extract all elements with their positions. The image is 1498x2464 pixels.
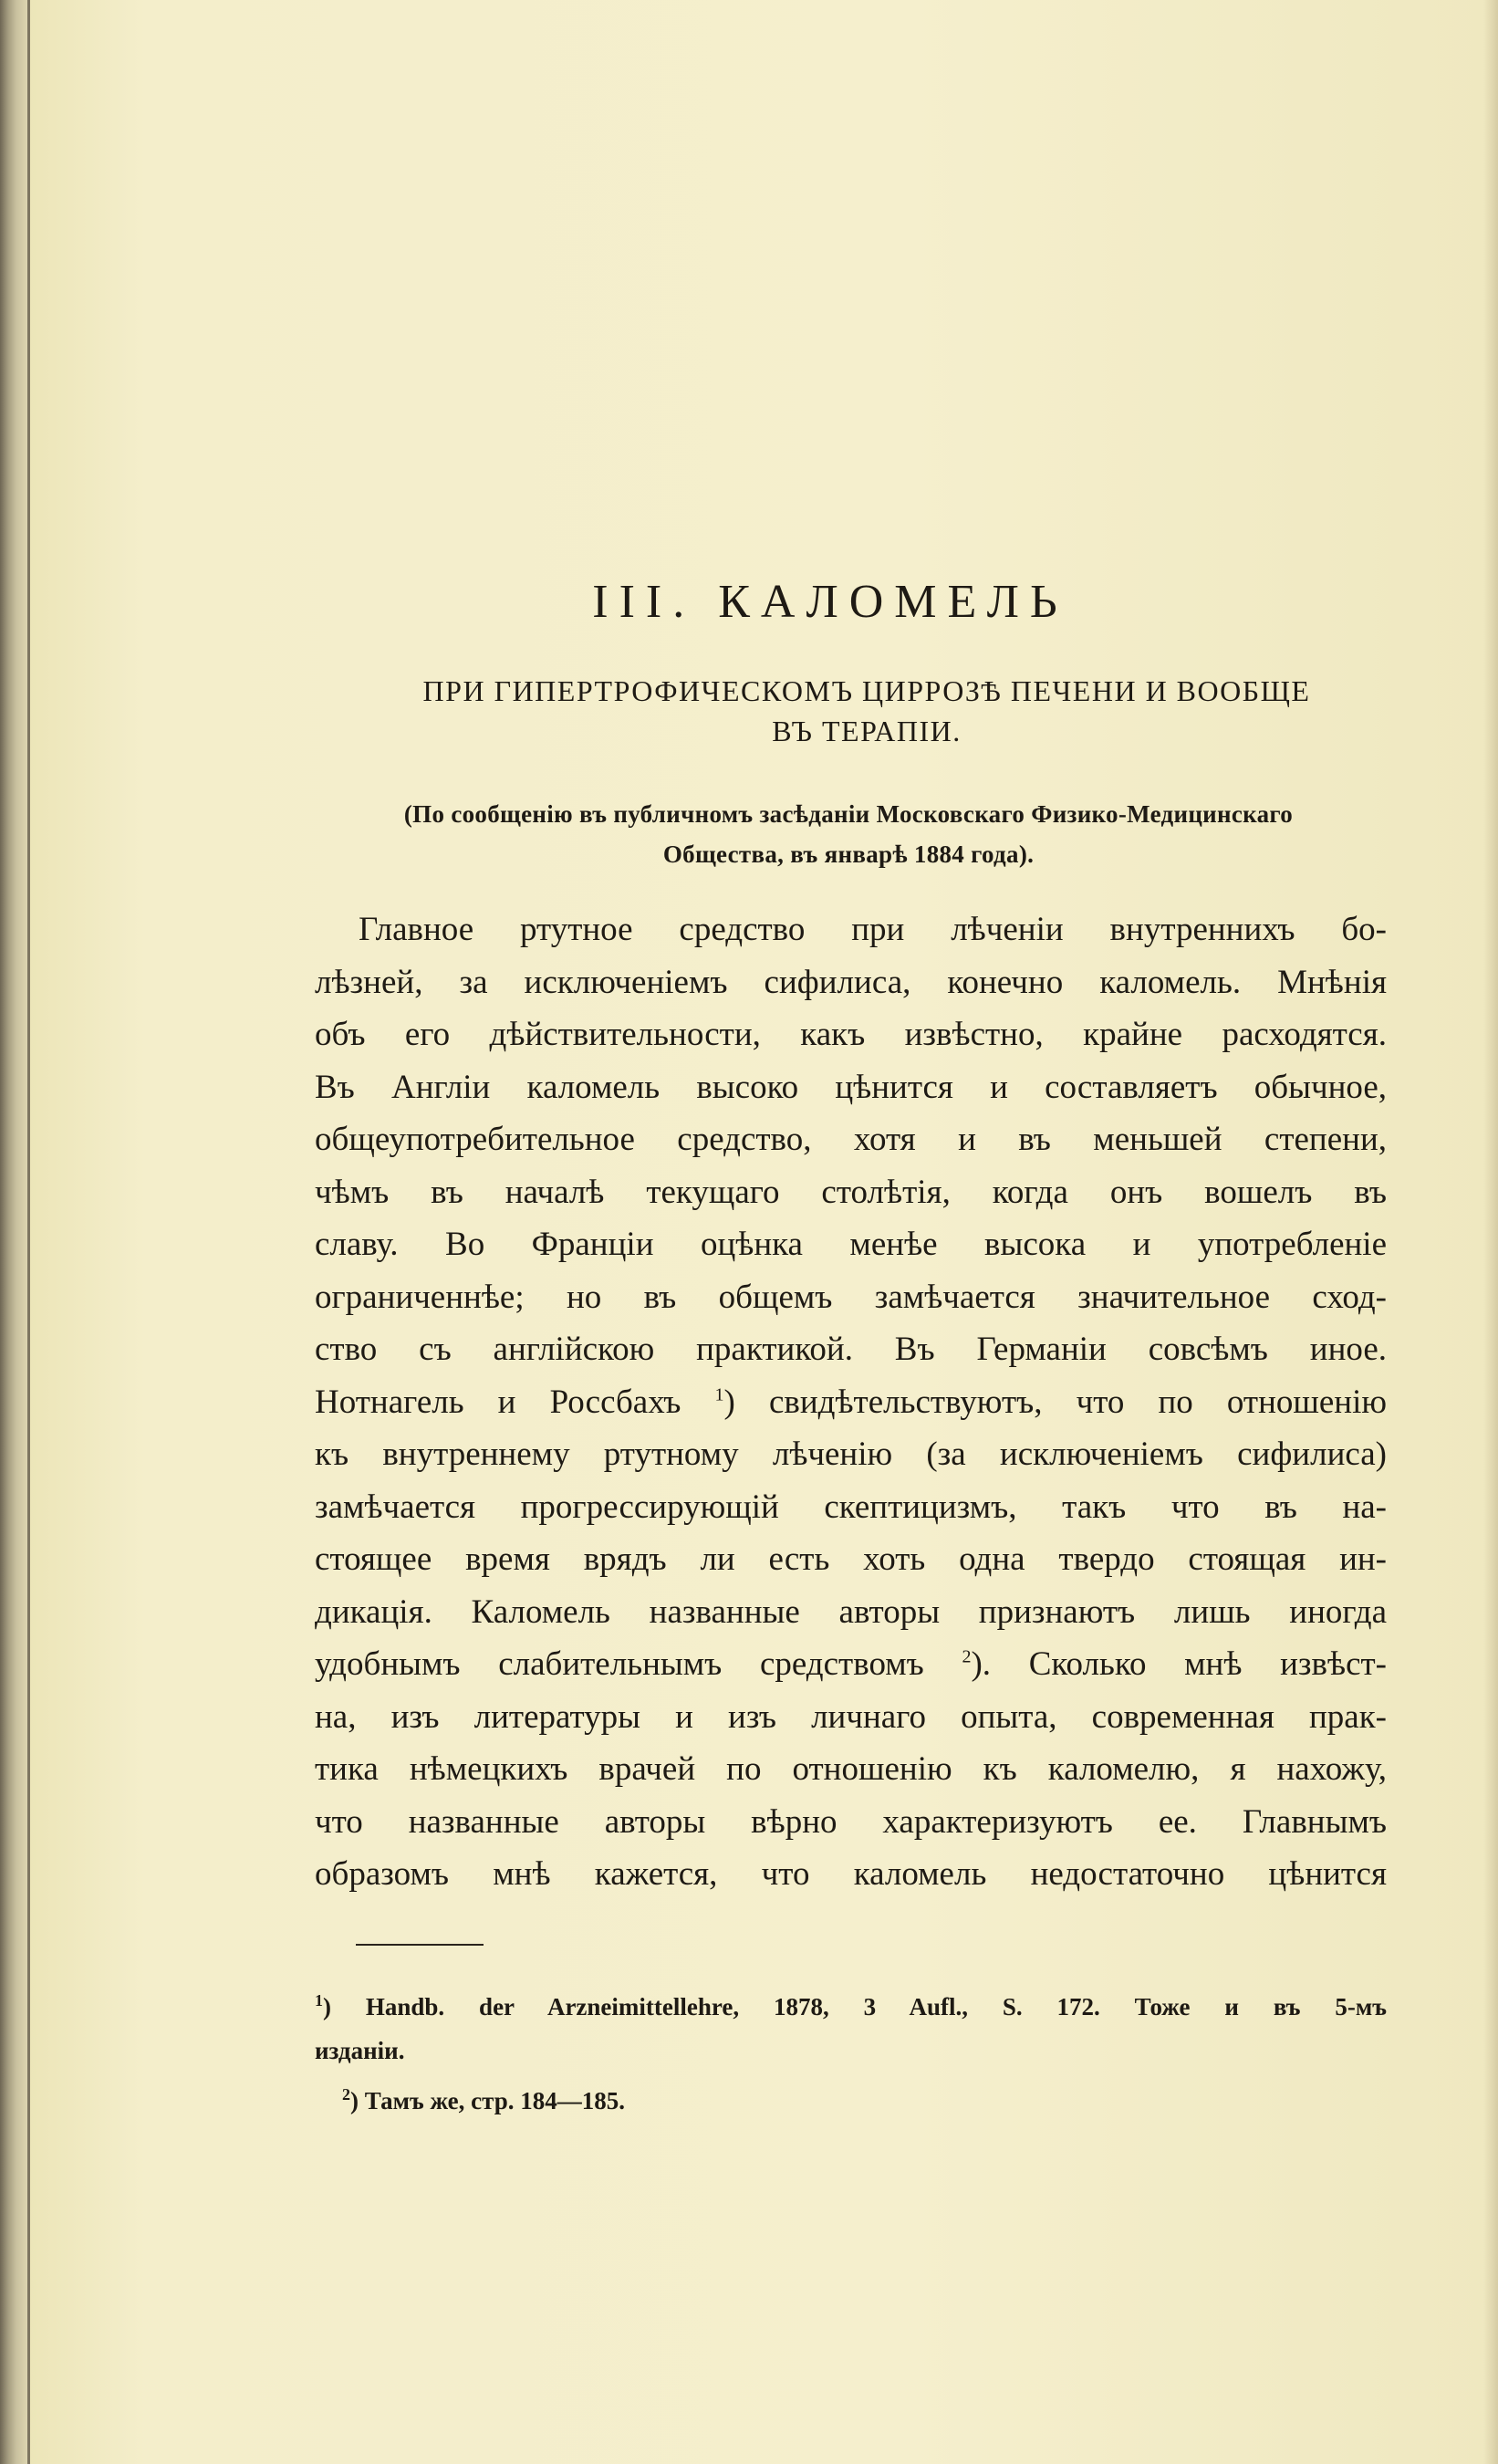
- body-line: дикація. Каломель названные авторы признаютъ лишь иногда: [315, 1592, 1387, 1631]
- body-line: Главное ртутное средство при лѣченіи внутреннихъ бо-: [359, 911, 1387, 948]
- body-line: Въ Англіи каломель высоко цѣнится и составляетъ обычное,: [315, 1068, 1387, 1106]
- body-line: [315, 1638, 1387, 1691]
- body-line: ство съ англійскою практикой. Въ Германіи совсѣмъ иное.: [315, 1331, 1387, 1368]
- subtitle-line: ВЪ ТЕРАПІИ.: [772, 715, 962, 747]
- footnote-1: [315, 1979, 1387, 2029]
- footnote-ref-1[interactable]: 1: [714, 1384, 724, 1405]
- footnote-2-mark: 2: [342, 2085, 350, 2104]
- body-line: лѣзней, за исключеніемъ сифилиса, конечно каломель. Мнѣнія: [315, 963, 1387, 1001]
- body-line: на, изъ литературы и изъ личнаго опыта, современная прак-: [315, 1697, 1387, 1736]
- body-line: замѣчается прогрессирующій скептицизмъ, такъ что въ на-: [315, 1488, 1387, 1526]
- chapter-subtitle: [347, 671, 1387, 751]
- page-edge-shade: [1483, 0, 1498, 2464]
- body-line: къ внутреннему ртутному лѣченію (за исключеніемъ сифилиса): [315, 1436, 1387, 1473]
- body-line-end: ) свидѣтельствуютъ, что по отношенію: [723, 1383, 1388, 1421]
- footnote-1-text: ) Handb. der Arzneimittellehre, 1878, 3 Aufl., S. 172. Тоже и въ 5-мъ: [323, 1993, 1387, 2020]
- body-line: ограниченнѣе; но въ общемъ замѣчается значительное сход-: [315, 1278, 1387, 1316]
- footnote-separator: [356, 1944, 484, 1946]
- footnote-2: [315, 2072, 1387, 2123]
- body-line-end: ). Сколько мнѣ извѣст-: [971, 1645, 1388, 1683]
- gutter-line: [27, 0, 30, 2464]
- publication-note: [310, 794, 1387, 874]
- body-line: объ его дѣйствительности, какъ извѣстно, крайне расходятся.: [315, 1016, 1387, 1053]
- body-line: что названные авторы вѣрно характеризуютъ ее. Главнымъ: [315, 1802, 1387, 1841]
- subtitle-line: ПРИ ГИПЕРТРОФИЧЕСКОМЪ ЦИРРОЗѢ ПЕЧЕНИ И ВООБЩЕ: [422, 674, 1311, 707]
- note-line: Общества, въ январѣ 1884 года).: [662, 840, 1035, 868]
- note-line: (По сообщенію въ публичномъ засѣданіи Московскаго Физико-Медицинскаго: [403, 800, 1294, 828]
- body-line: образомъ мнѣ кажется, что каломель недостаточно цѣнится: [315, 1855, 1387, 1893]
- footnote-1-continuation: изданіи.: [315, 2037, 405, 2064]
- body-line: славу. Во Франціи оцѣнка менѣе высока и употребленіе: [315, 1226, 1387, 1263]
- footnote-ref-2[interactable]: 2: [962, 1646, 972, 1667]
- body-text: [315, 903, 1387, 1901]
- body-line: тика нѣмецкихъ врачей по отношенію къ каломелю, я нахожу,: [315, 1750, 1387, 1788]
- footnotes: [315, 1979, 1387, 2123]
- book-spine-shadow: [0, 0, 27, 2464]
- chapter-title: III. КАЛОМЕЛЬ: [592, 576, 1068, 628]
- body-line: стоящее время врядъ ли есть хоть одна твердо стоящая ин-: [315, 1540, 1387, 1578]
- footnote-1-mark: 1: [315, 1991, 323, 2010]
- body-line: общеупотребительное средство, хотя и въ меньшей степени,: [315, 1121, 1387, 1158]
- footnote-2-text: ) Тамъ же, стр. 184—185.: [350, 2087, 626, 2114]
- body-line-start: удобнымъ слабительнымъ средствомъ: [315, 1645, 924, 1683]
- body-line: чѣмъ въ началѣ текущаго столѣтія, когда онъ вошелъ въ: [315, 1173, 1387, 1211]
- body-line: [315, 1376, 1387, 1429]
- body-line-start: Нотнагель и Россбахъ: [315, 1383, 681, 1421]
